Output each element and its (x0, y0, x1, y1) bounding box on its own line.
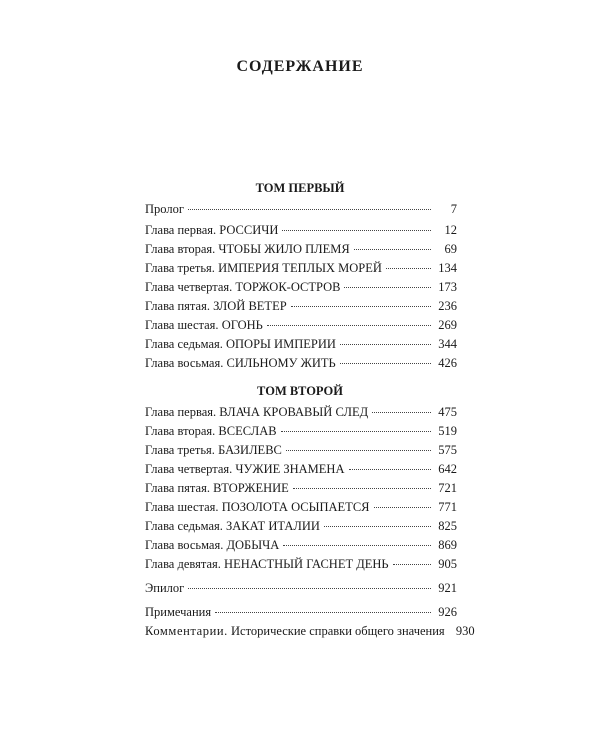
entry-page: 642 (438, 462, 457, 476)
entry-name: ПОЗОЛОТА ОСЫПАЕТСЯ (221, 500, 370, 514)
toc-entry[interactable] (145, 337, 457, 352)
entry-page: 134 (438, 261, 457, 275)
dot-leader (372, 412, 431, 413)
entry-chapter: Примечания (145, 605, 212, 619)
entry-page: 930 (455, 624, 475, 638)
entry-page: 12 (444, 223, 457, 237)
toc-entry[interactable] (145, 424, 457, 439)
dot-leader (374, 507, 432, 508)
dot-leader (291, 306, 431, 307)
dot-leader (267, 325, 431, 326)
entry-chapter: Глава седьмая. (145, 519, 223, 533)
entry-name: ВЛАЧА КРОВАВЫЙ СЛЕД (219, 405, 369, 419)
entry-chapter: Глава первая. (145, 405, 217, 419)
entry-name: НЕНАСТНЫЙ ГАСНЕТ ДЕНЬ (224, 557, 389, 571)
entry-name: ОПОРЫ ИМПЕРИИ (226, 337, 336, 351)
toc-entry-notes[interactable] (145, 605, 457, 620)
dot-leader (215, 612, 431, 613)
toc-entry[interactable] (145, 261, 457, 276)
entry-chapter: Пролог (145, 202, 184, 216)
entry-name: ВТОРЖЕНИЕ (213, 481, 289, 495)
dot-leader (324, 526, 431, 527)
entry-chapter: Глава восьмая. (145, 356, 224, 370)
entry-page: 519 (438, 424, 457, 438)
entry-page: 426 (438, 356, 457, 370)
dot-leader (281, 431, 431, 432)
toc-entry-comments[interactable] (145, 624, 475, 639)
entry-name: БАЗИЛЕВС (218, 443, 282, 457)
volume-1-title: ТОМ ПЕРВЫЙ (255, 181, 345, 195)
entry-name: Исторические справки общего значения (231, 624, 445, 638)
toc-entry[interactable] (145, 500, 457, 515)
toc-entry[interactable] (145, 481, 457, 496)
entry-page: 721 (438, 481, 457, 495)
dot-leader (188, 209, 431, 210)
dot-leader (344, 287, 431, 288)
dot-leader (340, 363, 431, 364)
entry-chapter: Глава вторая. (145, 242, 216, 256)
dot-leader (349, 469, 432, 470)
entry-name: ЗАКАТ ИТАЛИИ (226, 519, 320, 533)
toc-entry[interactable] (145, 443, 457, 458)
entry-chapter: Глава первая. (145, 223, 217, 237)
dot-leader (286, 450, 431, 451)
entry-chapter: Глава третья. (145, 261, 215, 275)
volume-2-title: ТОМ ВТОРОЙ (257, 384, 343, 398)
entry-chapter: Глава шестая. (145, 318, 219, 332)
dot-leader (386, 268, 431, 269)
toc-entry[interactable] (145, 299, 457, 314)
toc-entry[interactable] (145, 202, 457, 217)
entry-name: ЧУЖИЕ ЗНАМЕНА (235, 462, 345, 476)
entry-chapter: Эпилог (145, 581, 185, 595)
entry-name: ЧТОБЫ ЖИЛО ПЛЕМЯ (218, 242, 350, 256)
toc-entry[interactable] (145, 280, 457, 295)
entry-chapter: Глава шестая. (145, 500, 219, 514)
entry-page: 575 (438, 443, 457, 457)
dot-leader (340, 344, 431, 345)
entry-page: 921 (438, 581, 457, 595)
toc-entry[interactable] (145, 557, 457, 572)
toc-entry[interactable] (145, 318, 457, 333)
dot-leader (282, 230, 431, 231)
entry-page: 905 (438, 557, 457, 571)
toc-entry[interactable] (145, 242, 457, 257)
dot-leader (188, 588, 431, 589)
toc-entry[interactable] (145, 356, 457, 371)
entry-name: ИМПЕРИЯ ТЕПЛЫХ МОРЕЙ (218, 261, 382, 275)
toc-entry[interactable] (145, 538, 457, 553)
entry-page: 926 (438, 605, 457, 619)
entry-page: 475 (438, 405, 457, 419)
dot-leader (293, 488, 431, 489)
entry-page: 7 (450, 202, 457, 216)
entry-page: 825 (438, 519, 457, 533)
entry-name: ДОБЫЧА (226, 538, 280, 552)
entry-chapter: Глава седьмая. (145, 337, 223, 351)
entry-chapter: Глава четвертая. (145, 280, 233, 294)
entry-chapter: Глава пятая. (145, 299, 210, 313)
entry-page: 236 (438, 299, 457, 313)
entry-chapter: Комментарии. (145, 624, 228, 638)
entry-chapter: Глава третья. (145, 443, 215, 457)
entry-name: ТОРЖОК-ОСТРОВ (235, 280, 341, 294)
toc-entry[interactable] (145, 223, 457, 238)
dot-leader (354, 249, 431, 250)
entry-chapter: Глава вторая. (145, 424, 216, 438)
entry-page: 344 (438, 337, 457, 351)
dot-leader (283, 545, 431, 546)
page-title: СОДЕРЖАНИЕ (236, 58, 364, 75)
volume-2-toc (145, 405, 475, 639)
entry-chapter: Глава девятая. (145, 557, 221, 571)
entry-chapter: Глава пятая. (145, 481, 210, 495)
toc-entry[interactable] (145, 519, 457, 534)
entry-name: ЗЛОЙ ВЕТЕР (213, 299, 287, 313)
entry-page: 771 (438, 500, 457, 514)
toc-entry[interactable] (145, 405, 457, 420)
volume-1-toc (145, 202, 457, 371)
dot-leader (393, 564, 431, 565)
entry-name: ОГОНЬ (221, 318, 263, 332)
entry-name: РОССИЧИ (219, 223, 279, 237)
entry-page: 869 (438, 538, 457, 552)
entry-chapter: Глава четвертая. (145, 462, 233, 476)
entry-page: 173 (438, 280, 457, 294)
entry-name: ВСЕСЛАВ (218, 424, 277, 438)
entry-name: СИЛЬНОМУ ЖИТЬ (226, 356, 336, 370)
entry-page: 69 (444, 242, 457, 256)
entry-page: 269 (438, 318, 457, 332)
toc-entry[interactable] (145, 462, 457, 477)
entry-chapter: Глава восьмая. (145, 538, 224, 552)
toc-entry-epilogue[interactable] (145, 581, 457, 596)
